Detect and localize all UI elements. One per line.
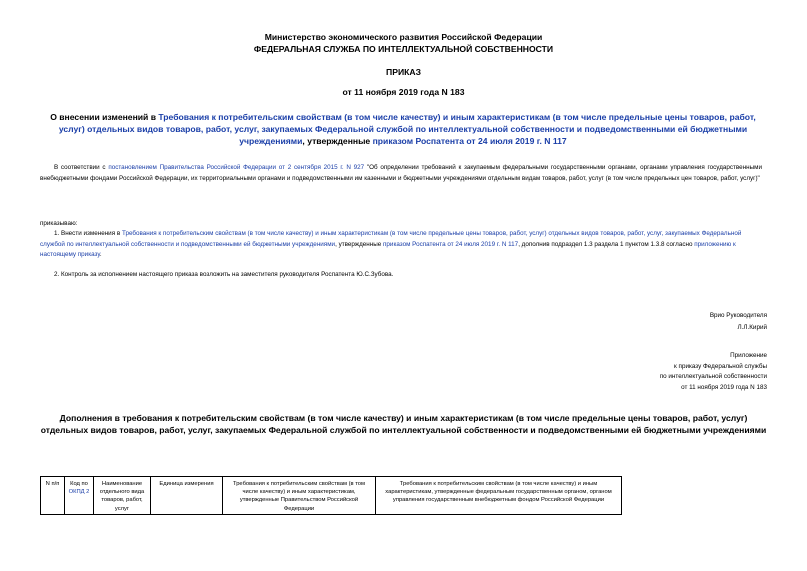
document-type: ПРИКАЗ [386, 67, 421, 77]
ordered-label: приказываю: [40, 220, 78, 227]
item1-requirements-link[interactable]: Требования к потребительским свойствам (в том числе качеству) и иным характеристикам (в том числе предельные цены товаров, работ, услуг) отдельных видов товаров, работ, услуг, закупаемых Федеральной службой по интеллектуальной собственности и подведомственными ей бюджетными учреждениями [40, 230, 742, 248]
order-item-2: 2. Контроль за исполнением настоящего приказа возложить на заместителя руководителя Роспатента Ю.С.Зубова. [54, 271, 394, 278]
signatory-name: Л.Л.Кирий [737, 324, 767, 331]
annex-header [527, 351, 767, 393]
signatory-position: Врио Руководителя [709, 312, 767, 319]
annex-line-3: от 11 ноября 2019 года N 183 [681, 383, 767, 391]
preamble-paragraph [40, 163, 762, 184]
col-header-number: N п/п [41, 477, 65, 515]
requirements-table [40, 476, 622, 515]
service-name: ФЕДЕРАЛЬНАЯ СЛУЖБА ПО ИНТЕЛЛЕКТУАЛЬНОЙ СОБСТВЕННОСТИ [253, 44, 554, 54]
document-date-number: от 11 ноября 2019 года N 183 [342, 87, 465, 97]
title-middle: , утвержденные [302, 136, 373, 146]
table-header-row [41, 477, 622, 515]
okpd2-link[interactable]: ОКПД 2 [68, 489, 90, 496]
item1-end: . [99, 251, 102, 258]
col-code-text: Код по [70, 481, 88, 487]
preamble-prefix: В соответствии с [54, 164, 109, 171]
preamble-rest: "Об определении требований к закупаемым федеральными государственными органами, органами управления государственными внебюджетными фондами Российской Федерации, их территориальными органами и подведомственными им казенными и бюджетными учреждениями отдельным видам товаров, работ, услуг (в том числе предельных цен товаров, работ, услуг)" [40, 164, 763, 182]
item1-middle2: , дополнив подраздел 1.3 раздела 1 пунктом 1.3.8 согласно [518, 240, 695, 248]
order-item-1 [40, 229, 762, 261]
decree-link[interactable]: постановлением Правительства Российской Федерации от 2 сентября 2015 г. N 927 [108, 164, 365, 171]
ministry-name: Министерство экономического развития Российской Федерации [264, 32, 543, 42]
annex-line-1: к приказу Федеральной службы [674, 362, 767, 370]
col-header-code [65, 477, 94, 515]
annex-line-2: по интеллектуальной собственности [659, 373, 767, 380]
col-header-gov-requirements: Требования к потребительским свойствам (в том числе качеству) и иным характеристикам, утвержденные Правительством Российской Федерации [223, 477, 376, 515]
annex-title: Дополнения в требования к потребительским свойствам (в том числе качеству) и иным характеристикам (в том числе предельные цены товаров, работ, услуг) отдельных видов товаров, работ, услуг, закупаемых Федеральной службой по интеллектуальной собственности и подведомственными ей бюджетными учреждениями [40, 413, 767, 435]
col-header-unit: Единица измерения [151, 477, 223, 515]
title-order-link[interactable]: приказом Роспатента от 24 июля 2019 г. N 117 [372, 136, 567, 146]
title-prefix: О внесении изменений в [50, 112, 159, 122]
title-requirements-link[interactable]: Требования к потребительским свойствам (в том числе качеству) и иным характеристикам (в том числе предельные цены товаров, работ, услуг) отдельных видов товаров, работ, услуг, закупаемых Федеральной службой по интеллектуальной собственности и подведомственными ей бюджетными учреждениями [58, 112, 756, 146]
col-header-fed-requirements: Требования к потребительским свойствам (в том числе качеству) и иным характеристикам, утвержденные федеральным государственным органом, органом управления государственным внебюджетным фондом Российской Федерации [376, 477, 622, 515]
document-title [38, 111, 768, 147]
signature-block [567, 310, 767, 334]
item1-middle: , утвержденные [335, 240, 384, 248]
annex-label: Приложение [730, 352, 767, 359]
col-header-name: Наименование отдельного вида товаров, работ, услуг [94, 477, 151, 515]
item1-order-link[interactable]: приказом Роспатента от 24 июля 2019 г. N 117 [383, 240, 519, 248]
item1-prefix: 1. Внести изменения в [54, 230, 122, 237]
item1-annex-link[interactable]: приложению к настоящему приказу [40, 240, 736, 258]
